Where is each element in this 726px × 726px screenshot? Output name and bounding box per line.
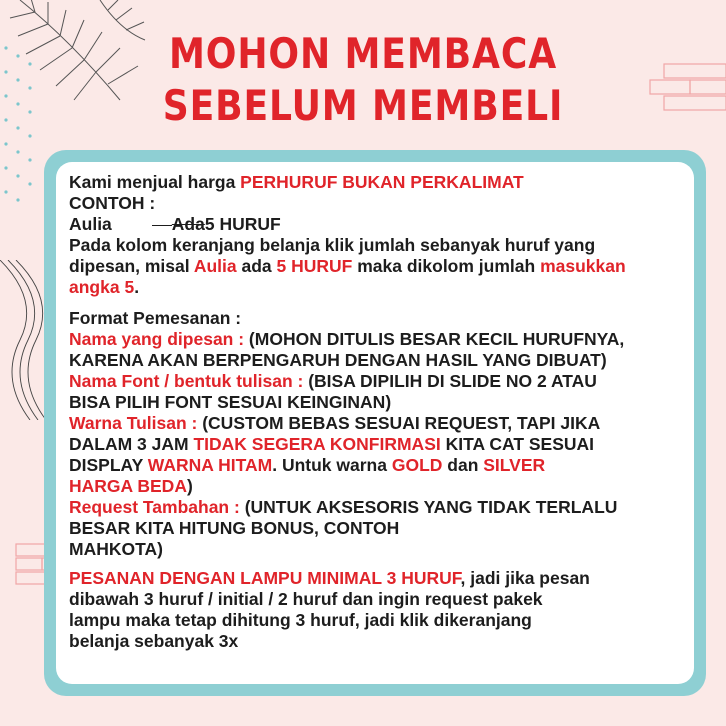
title-line-1: MOHON MEMBACA bbox=[168, 29, 558, 78]
highlight: WARNA HITAM bbox=[147, 455, 273, 475]
format-line: DALAM 3 JAM TIDAK SEGERA KONFIRMASI KITA CAT SESUAI bbox=[69, 434, 595, 454]
lampu-line: lampu maka tetap dihitung 3 huruf, jadi klik dikeranjang bbox=[69, 610, 532, 630]
format-line: Warna Tulisan : (CUSTOM BEBAS SESUAI REQUEST, TAPI JIKA bbox=[69, 413, 601, 433]
highlight: masukkan bbox=[540, 256, 626, 276]
example-line: Aulia Ada5 HURUF bbox=[69, 214, 281, 234]
info-content bbox=[69, 172, 699, 652]
dash bbox=[152, 225, 172, 226]
lampu-line: dibawah 3 huruf / initial / 2 huruf dan ingin request pakek bbox=[69, 589, 543, 609]
field-label: Nama Font / bentuk tulisan : bbox=[69, 371, 304, 391]
format-line: HARGA BEDA) bbox=[69, 476, 193, 496]
field-label: Nama yang dipesan : bbox=[69, 329, 245, 349]
lampu-line: PESANAN DENGAN LAMPU MINIMAL 3 HURUF, jadi jika pesan bbox=[69, 568, 590, 588]
highlight: 5 HURUF bbox=[276, 256, 353, 276]
highlight: Aulia bbox=[193, 256, 237, 276]
format-line: Nama yang dipesan : (MOHON DITULIS BESAR KECIL HURUFNYA, bbox=[69, 329, 625, 349]
struck-text: Ada bbox=[171, 214, 205, 234]
intro-line: angka 5. bbox=[69, 277, 140, 297]
dot-pattern bbox=[0, 40, 40, 210]
format-line: Request Tambahan : (UNTUK AKSESORIS YANG TIDAK TERLALU bbox=[69, 497, 618, 517]
highlight: angka 5 bbox=[69, 277, 135, 297]
format-line: KARENA AKAN BERPENGARUH DENGAN HASIL YANG DIBUAT) bbox=[69, 350, 607, 370]
format-heading: Format Pemesanan : bbox=[69, 308, 242, 328]
format-line: BESAR KITA HITUNG BONUS, CONTOH bbox=[69, 518, 400, 538]
format-line: DISPLAY WARNA HITAM. Untuk warna GOLD dan SILVER bbox=[69, 455, 546, 475]
intro-line: Pada kolom keranjang belanja klik jumlah sebanyak huruf yang bbox=[69, 235, 596, 255]
lampu-line: belanja sebanyak 3x bbox=[69, 631, 239, 651]
intro-line: CONTOH : bbox=[69, 193, 156, 213]
field-label: Warna Tulisan : bbox=[69, 413, 198, 433]
intro-line: dipesan, misal Aulia ada 5 HURUF maka dikolom jumlah masukkan bbox=[69, 256, 626, 276]
field-label: Request Tambahan : bbox=[69, 497, 240, 517]
highlight: PERHURUF BUKAN PERKALIMAT bbox=[240, 172, 524, 192]
highlight: SILVER bbox=[483, 455, 546, 475]
highlight: GOLD bbox=[391, 455, 443, 475]
format-line: Nama Font / bentuk tulisan : (BISA DIPILIH DI SLIDE NO 2 ATAU bbox=[69, 371, 597, 391]
format-line: MAHKOTA) bbox=[69, 539, 163, 559]
page-title bbox=[51, 28, 675, 132]
intro-line: Kami menjual harga PERHURUF BUKAN PERKALIMAT bbox=[69, 172, 524, 192]
title-line-2: SEBELUM MEMBELI bbox=[162, 81, 564, 130]
highlight: HARGA BEDA bbox=[69, 476, 187, 496]
highlight: TIDAK SEGERA KONFIRMASI bbox=[193, 434, 441, 454]
highlight: PESANAN DENGAN LAMPU MINIMAL 3 HURUF bbox=[69, 568, 461, 588]
format-line: BISA PILIH FONT SESUAI KEINGINAN) bbox=[69, 392, 392, 412]
